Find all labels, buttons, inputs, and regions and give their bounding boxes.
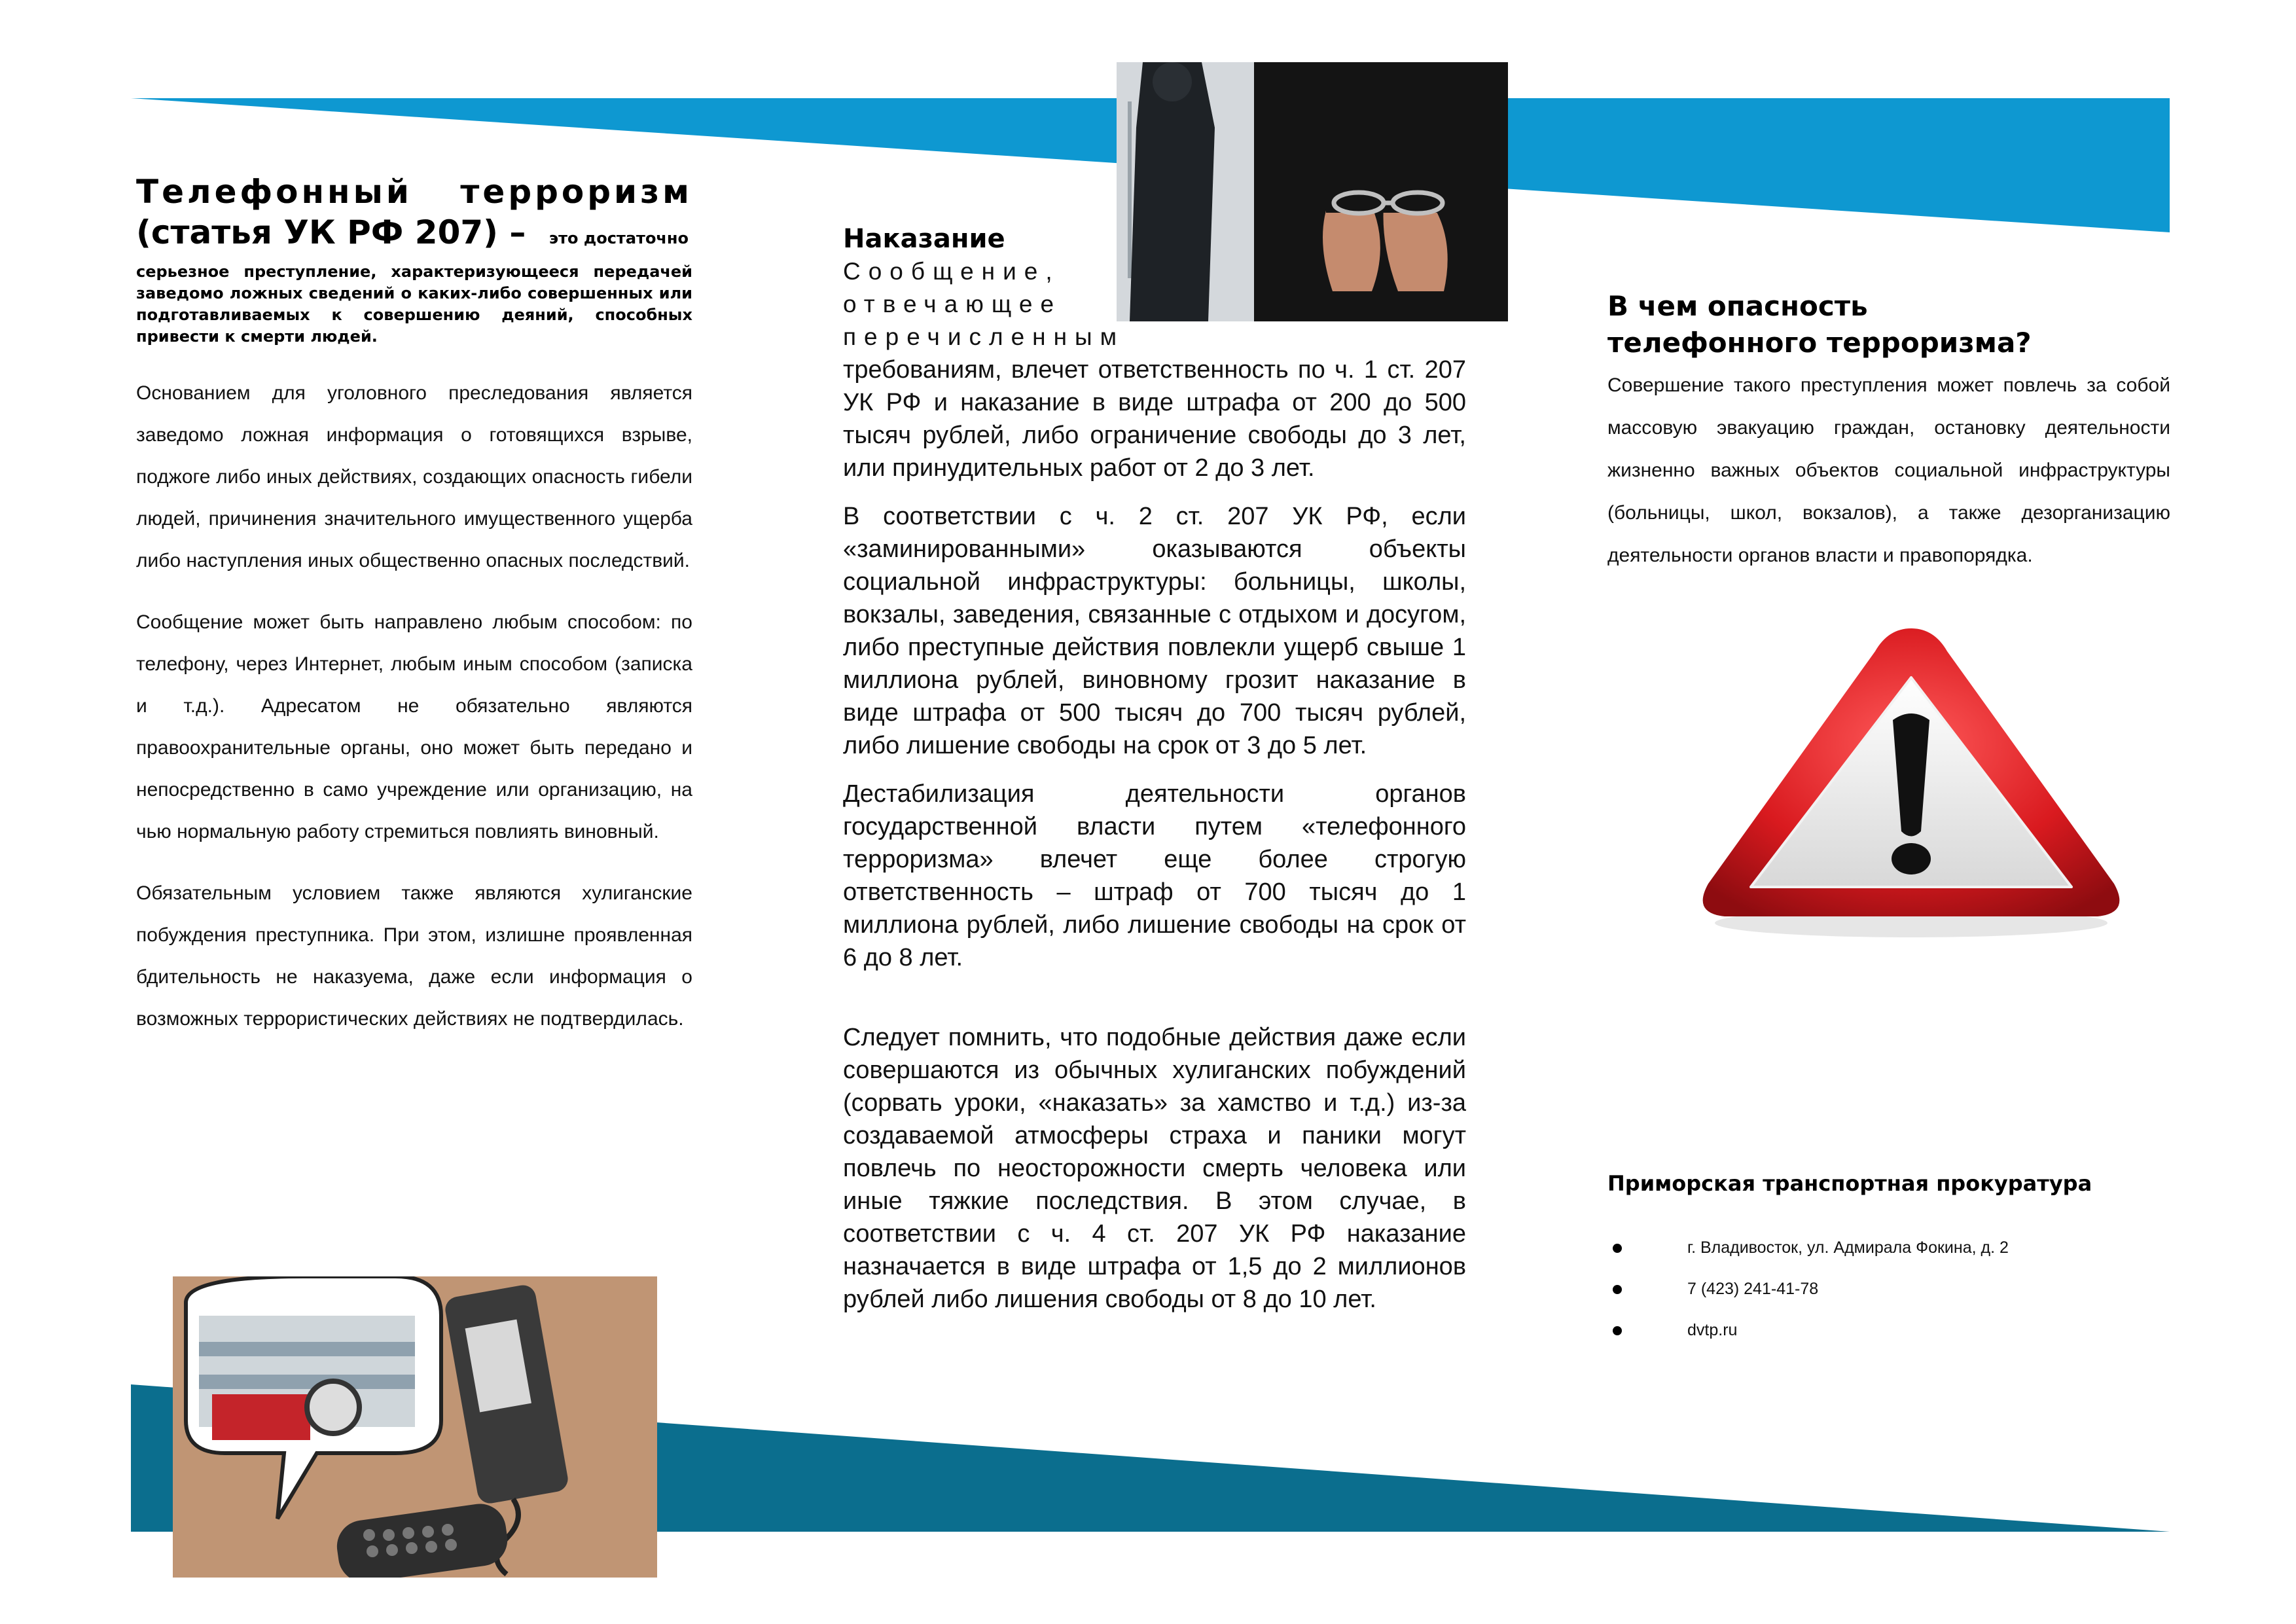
bullet-icon [1613,1326,1622,1335]
mid-para4: Следует помнить, что подобные действия даже если совершаются из обычных хулиганских побуждений (сорвать уроки, «наказать» за хамство и т.д.) из-за создаваемой атмосферы страха и паники могут повлечь по неосторожности смерть человека или иные тяжкие последствия. В этом случае, в соответствии с ч. 4 ст. 207 УК РФ наказание назначается в виде штрафа от 1,5 до 2 миллионов рублей либо лишения свободы от 8 до 10 лет. [843,1024,1466,1313]
right-panel [1607,288,2170,577]
contacts-block [1607,1169,2170,1362]
contact-phone-text: 7 (423) 241-41-78 [1687,1280,1819,1298]
left-para1: Основанием для уголовного преследования является заведомо ложная информация о готовящихся взрыве, поджоге либо иных действиях, создающих опасность гибели людей, причинения значительного имущественного ущерба либо наступления иных общественно опасных последствий. [136,382,692,571]
contact-list [1607,1238,2170,1340]
middle-panel [843,223,1466,1316]
left-title-line2: (статья УК РФ 207) – [136,213,526,251]
intro-body: серьезное преступление, характеризующееся передачей заведомо ложных сведений о каких-либо совершенных или подготавливаемых к совершению деяний, способных привести к смерти людей. [136,262,692,346]
left-title-line1: Телефонный терроризм [136,173,692,211]
phone-bomb-photo [173,1276,657,1578]
warning-sign-icon [1689,615,2134,943]
contact-phone [1607,1280,2170,1299]
left-panel [136,171,692,1040]
left-para3: Обязательным условием также являются хулиганские побуждения преступника. При этом, излишне проявленная бдительность не наказуема, даже если информация о возможных террористических действиях не подтвердилась. [136,882,692,1030]
left-para2: Сообщение может быть направлено любым способом: по телефону, через Интернет, любым иным способом (записка и т.д.). Адресатом не обязательно являются правоохранительные органы, оно может быть передано и непосредственно в само учреждение или организацию, на чью нормальную работу стремиться повлиять виновный. [136,611,692,842]
contact-website-text: dvtp.ru [1687,1321,1738,1339]
danger-body: Совершение такого преступления может повлечь за собой массовую эвакуацию граждан, остановку деятельности жизненно важных объектов социальной инфраструктуры (больницы, школ, вокзалов), а также дезорганизацию деятельности органов власти и правопорядка. [1607,374,2170,566]
intro-tail: это достаточно [548,229,689,247]
bullet-icon [1613,1244,1622,1253]
org-name: Приморская транспортная прокуратура [1607,1171,2092,1196]
bullet-icon [1613,1285,1622,1294]
contact-address-text: г. Владивосток, ул. Адмирала Фокина, д. 2 [1687,1238,2009,1257]
contact-website [1607,1321,2170,1340]
mid-para1-head: Сообщение, отвечающее перечисленным [843,258,1125,350]
mid-para2: В соответствии с ч. 2 ст. 207 УК РФ, если «заминированными» оказываются объекты социальной инфраструктуры: больницы, школы, вокзалы, заведения, связанные с отдыхом и досугом, либо преступные действия повлекли ущерб свыше 1 миллиона рублей, виновному грозит наказание в виде штрафа от 500 тысяч до 700 тысяч рублей, либо лишение свободы на срок от 3 до 5 лет. [843,503,1466,759]
punishment-heading: Наказание [843,224,1005,254]
left-title-line2-wrap [136,212,692,259]
mid-para1-rest: требованиям, влечет ответственность по ч. 1 ст. 207 УК РФ и наказание в виде штрафа от 200 до 500 тысяч рублей, либо ограничение свободы до 3 лет, или принудительных работ от 2 до 3 лет. [843,356,1466,482]
danger-heading: В чем опасность телефонного терроризма? [1607,290,2032,359]
left-title [136,171,692,259]
contact-address [1607,1238,2170,1257]
mid-para3: Дестабилизация деятельности органов государственной власти путем «телефонного терроризма» влечет еще более строгую ответственность – штраф от 700 тысяч до 1 миллиона рублей, либо лишение свободы на срок от 6 до 8 лет. [843,780,1466,971]
